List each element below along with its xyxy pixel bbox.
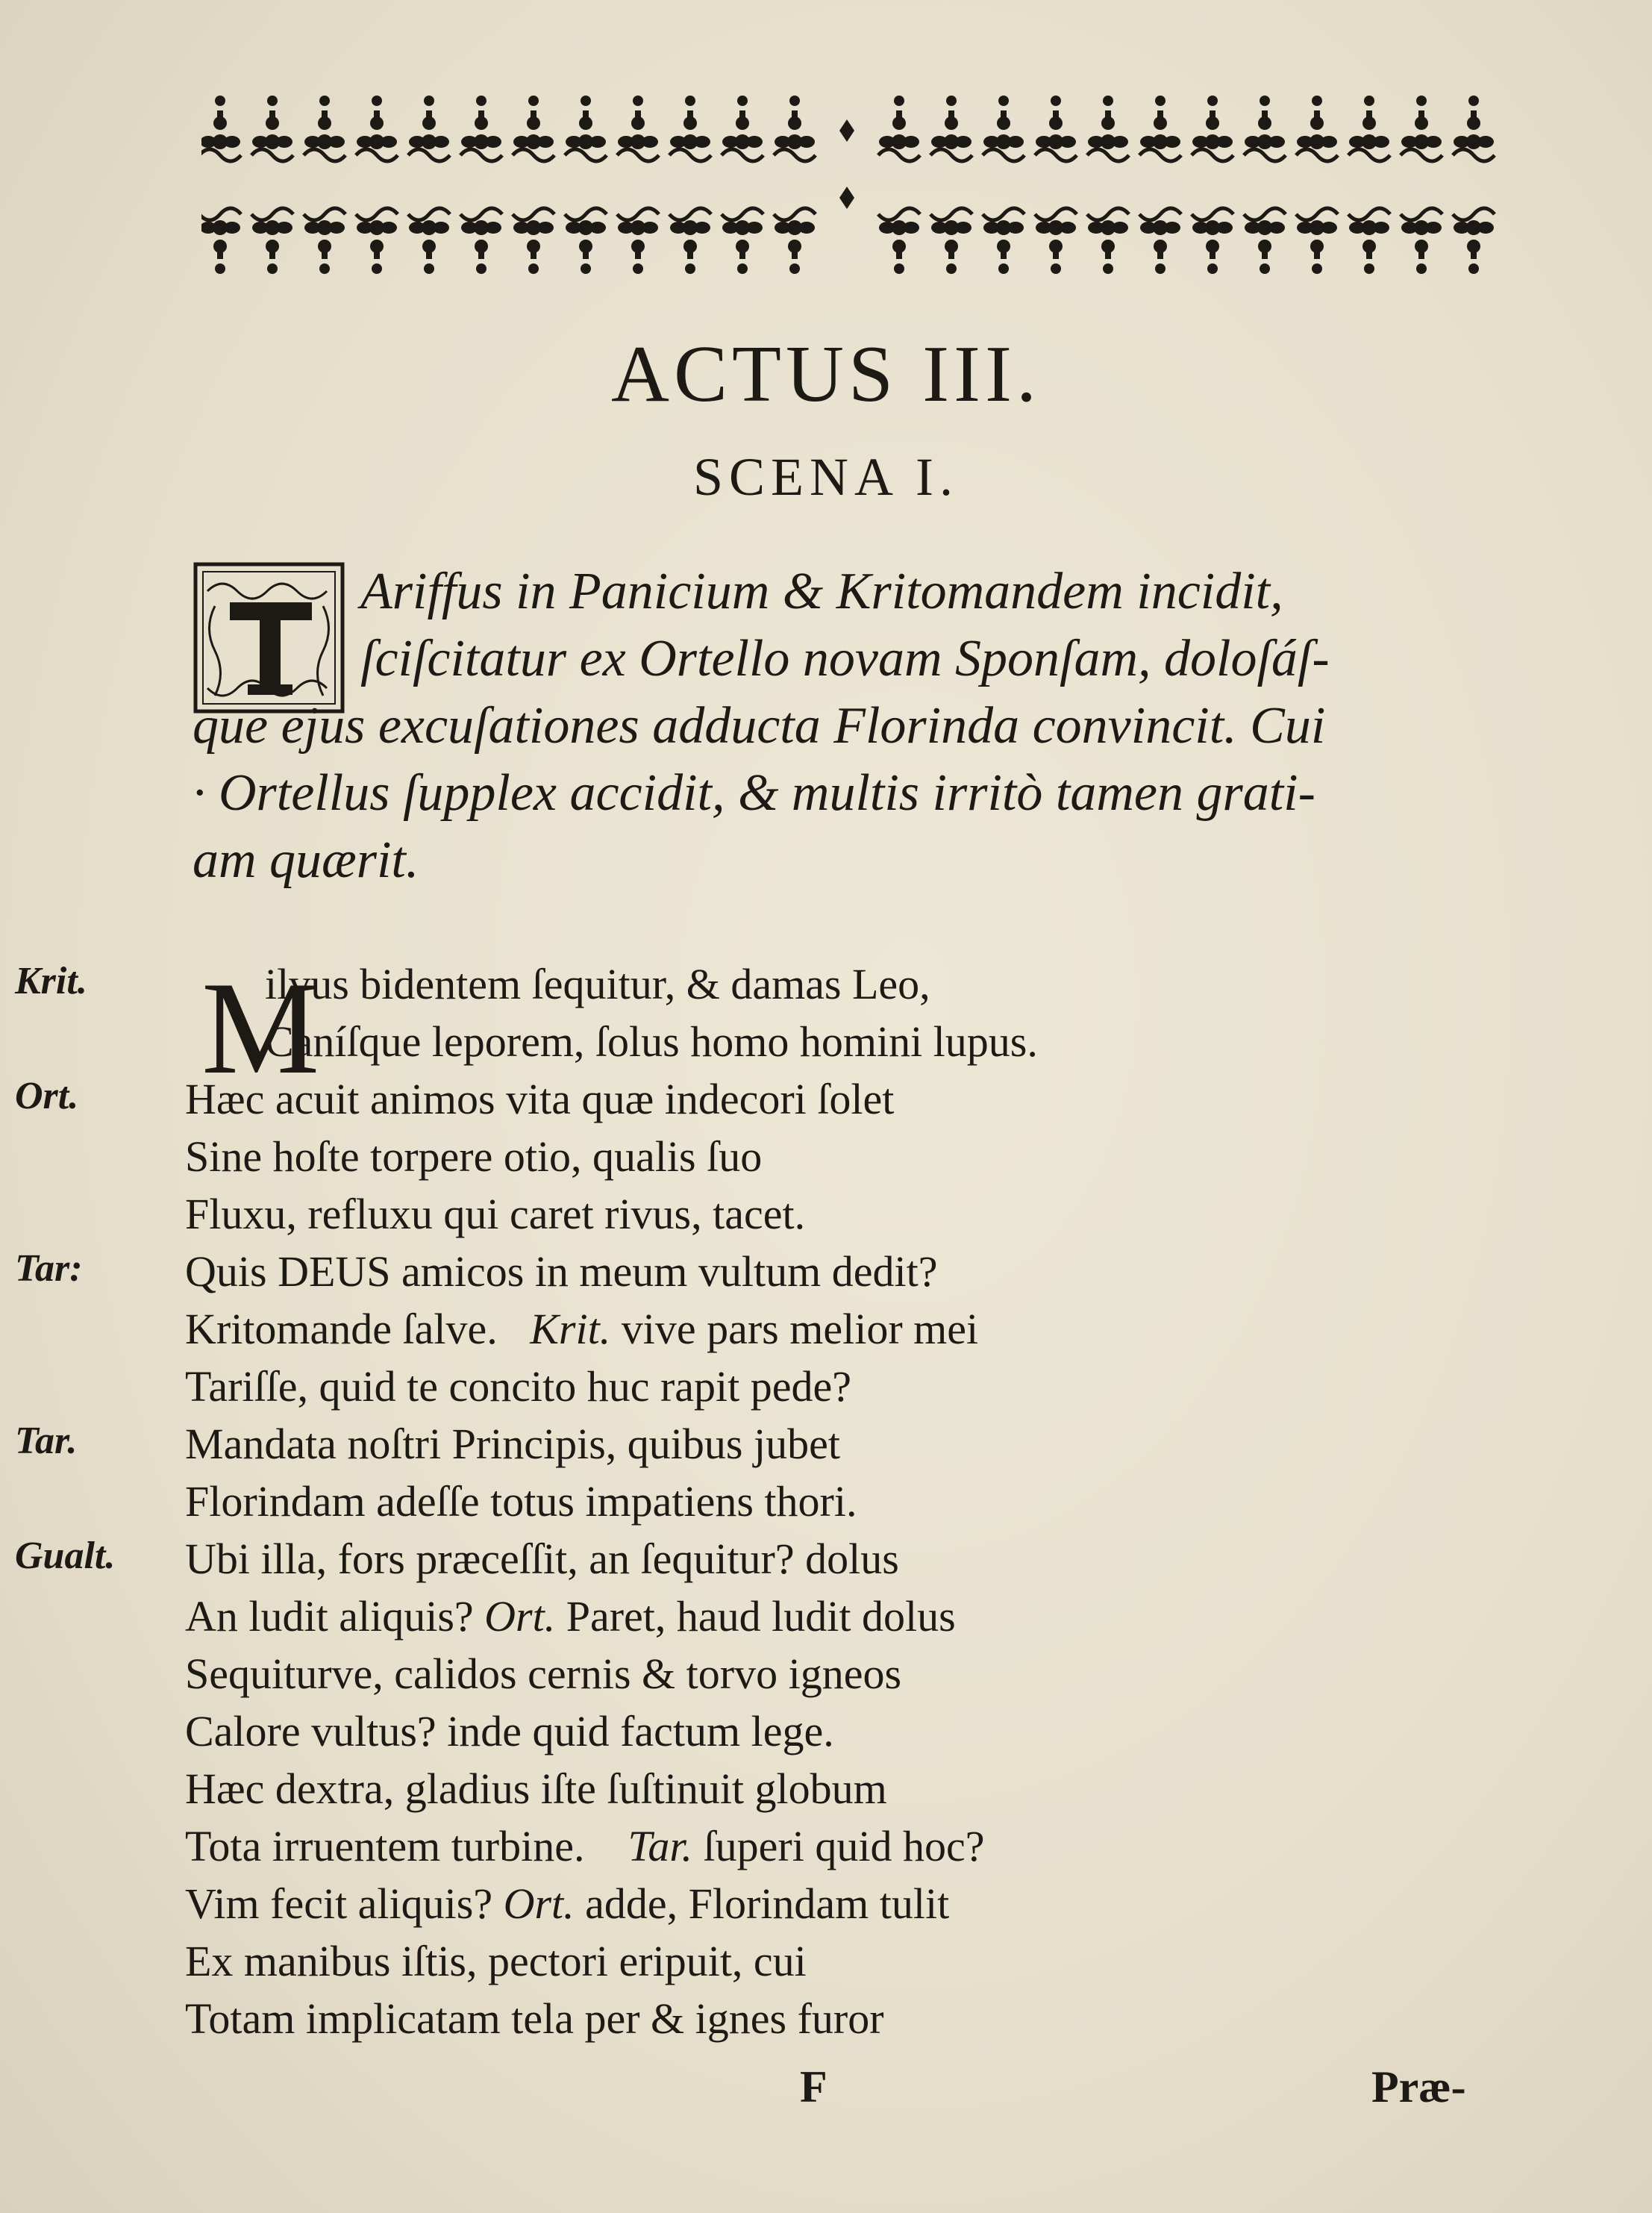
- ornament-motif: [1257, 220, 1272, 235]
- ornament-motif: [1415, 240, 1428, 253]
- ornament-motif: [878, 149, 920, 161]
- inline-speaker-label: Ort.: [484, 1592, 556, 1641]
- verse-text: ilvus bidentem ſequitur, & damas Leo,: [265, 960, 930, 1008]
- ornament-motif: [318, 116, 331, 130]
- verse-text: Hæc acuit animos vita quæ indecori ſolet: [185, 1075, 895, 1123]
- ornament-motif: [735, 134, 750, 149]
- ornament-motif: [946, 263, 957, 274]
- ornament-motif: [683, 134, 698, 149]
- ornament-motif: [983, 149, 1024, 161]
- ornament-motif: [579, 240, 592, 253]
- ornament-motif: [265, 134, 280, 149]
- ornament-motif: [370, 240, 384, 253]
- ornament-motif: [1207, 96, 1218, 106]
- verse-line: [0, 1821, 1652, 1879]
- ornament-motif: [894, 263, 904, 274]
- ornament-motif: [1364, 96, 1374, 106]
- ornament-motif: [1244, 149, 1286, 161]
- ornament-motif: [997, 240, 1010, 253]
- verse-line: [0, 1591, 1652, 1649]
- ornament-motif: [1362, 240, 1376, 253]
- ornament-motif: [251, 149, 293, 161]
- ornament-motif: [892, 116, 906, 130]
- ornament-motif: [1139, 149, 1181, 161]
- verse-text: Ubi illa, fors præceſſit, an ſequitur? dolus: [185, 1535, 899, 1583]
- ornament-motif: [1310, 116, 1324, 130]
- ornament-motif: [946, 96, 957, 106]
- ornament-motif: [319, 263, 330, 274]
- ornament-motif: [528, 263, 539, 274]
- ornament-motif: [527, 116, 540, 130]
- ornament-motif: [1051, 96, 1061, 106]
- ornament-motif: [1362, 116, 1376, 130]
- verse-line: [0, 1132, 1652, 1189]
- ornament-motif: [1260, 263, 1270, 274]
- verse-line: [0, 1304, 1652, 1361]
- ornament-motif: [1416, 96, 1427, 106]
- scene-argument: [193, 558, 1506, 894]
- argument-line: · Ortellus ſupplex accidit, & multis irritò tamen grati-: [193, 764, 1315, 822]
- verse-text: Sequiturve, calidos cernis & torvo igneos: [185, 1649, 902, 1698]
- ornament-motif: [1154, 240, 1167, 253]
- ornament-motif: [1048, 134, 1063, 149]
- ornament-motif: [1401, 149, 1442, 161]
- ornament-motif: [996, 220, 1011, 235]
- verse-line: [0, 1994, 1652, 2051]
- speaker-label: Gualt.: [15, 1535, 116, 1577]
- ornament-motif: [266, 240, 279, 253]
- verse-line: [0, 1361, 1652, 1419]
- ornament-motif: [265, 220, 280, 235]
- ornament-motif: [1103, 96, 1113, 106]
- ornament-motif: [683, 116, 697, 130]
- ornament-motif: [422, 220, 437, 235]
- ornament-motif: [356, 208, 398, 220]
- verse-line: [0, 1074, 1652, 1132]
- ornament-motif: [1453, 149, 1495, 161]
- ornament-motif: [735, 220, 750, 235]
- ornament-motif: [1192, 208, 1233, 220]
- ornament-motif: [1362, 134, 1377, 149]
- speaker-label: Tar:: [15, 1247, 83, 1290]
- ornament-motif: [475, 116, 488, 130]
- inline-speaker-label: Ort.: [503, 1879, 575, 1928]
- ornament-motif: [945, 116, 958, 130]
- ornament-motif: [356, 149, 398, 161]
- ornament-motif: [1348, 208, 1390, 220]
- ornament-motif: [1206, 116, 1219, 130]
- ornament-motif: [1101, 134, 1116, 149]
- verse-text-part: Kritomande ſalve.: [185, 1305, 498, 1353]
- ornament-motif: [944, 134, 959, 149]
- verse-line: [0, 1936, 1652, 1994]
- ornament-motif: [774, 208, 816, 220]
- ornament-motif: [1155, 263, 1166, 274]
- ornament-motif: [1087, 208, 1129, 220]
- ornament-motif: [1153, 134, 1168, 149]
- verse-line: [0, 1534, 1652, 1591]
- ornament-motif: [424, 263, 434, 274]
- ornament-motif: [581, 96, 591, 106]
- ornament-motif: [997, 116, 1010, 130]
- ornament-motif: [369, 134, 384, 149]
- ornament-motif: [944, 220, 959, 235]
- ornament-motif: [633, 263, 643, 274]
- ornament-motif: [581, 263, 591, 274]
- ornament-motif: [631, 134, 645, 149]
- ornament-motif: [319, 96, 330, 106]
- ornament-motif: [631, 116, 645, 130]
- catchword: Præ-: [1371, 2062, 1466, 2111]
- verse-text-part: vive pars melior mei: [621, 1305, 979, 1353]
- ornament-motif: [528, 96, 539, 106]
- ornament-motif: [1312, 96, 1322, 106]
- ornament-motif: [1296, 208, 1338, 220]
- ornament-motif: [736, 116, 749, 130]
- inline-speaker-label: Tar.: [628, 1822, 693, 1870]
- ornament-motif: [1362, 220, 1377, 235]
- ornament-motif: [422, 116, 436, 130]
- ornament-motif: [683, 220, 698, 235]
- ornament-motif: [788, 116, 801, 130]
- ornament-motif: [474, 220, 489, 235]
- verse-text: Tariſſe, quid te concito huc rapit pede?: [185, 1362, 851, 1411]
- ornament-motif: [370, 116, 384, 130]
- argument-line: am quærit.: [193, 831, 419, 889]
- speaker-label: Ort.: [15, 1075, 79, 1117]
- ornament-motif: [669, 149, 711, 161]
- verse-big-initial: M: [201, 954, 320, 1102]
- verse-line: [0, 1189, 1652, 1246]
- ornament-motif: [526, 134, 541, 149]
- verse-text: Hæc dextra, gladius iſte ſuſtinuit globum: [185, 1764, 887, 1813]
- ornament-motif: [930, 208, 972, 220]
- ornament-motif: [930, 149, 972, 161]
- ornament-motif: [1087, 149, 1129, 161]
- ornament-motif: [267, 263, 278, 274]
- ornament-motif: [527, 240, 540, 253]
- ornament-motif: [408, 149, 450, 161]
- ornament-motif: [1468, 263, 1479, 274]
- verse-text: [185, 1591, 956, 1641]
- ornament-motif: [1192, 149, 1233, 161]
- scene-heading: SCENA I.: [692, 447, 960, 507]
- verse-text-part: An ludit aliquis?: [185, 1592, 474, 1641]
- ornament-motif: [617, 149, 659, 161]
- ornament-motif: [369, 220, 384, 235]
- ornament-motif: [1206, 240, 1219, 253]
- ornament-motif: [1296, 149, 1338, 161]
- argument-line: ſciſcitatur ex Ortello novam Sponſam, doloſáſ-: [360, 630, 1330, 687]
- verse-text: Mandata noſtri Principis, quibus jubet: [185, 1420, 840, 1468]
- ornament-motif: [722, 149, 763, 161]
- verse-text: [185, 1821, 984, 1871]
- verse-line: [0, 1476, 1652, 1534]
- ornament-motif: [892, 220, 907, 235]
- ornament-motif: [1154, 116, 1167, 130]
- ornament-motif: [685, 263, 695, 274]
- ornament-motif: [1101, 116, 1115, 130]
- ornament-motif: [1310, 240, 1324, 253]
- verse-text: Sine hoſte torpere otio, qualis ſuo: [185, 1132, 763, 1181]
- ornament-motif: [460, 149, 502, 161]
- verse-text: [185, 1304, 978, 1354]
- ornament-motif: [1466, 134, 1481, 149]
- ornament-motif: [201, 149, 241, 161]
- ornament-motif: [1153, 220, 1168, 235]
- ornament-motif: [998, 96, 1009, 106]
- ornament-motif: [317, 134, 332, 149]
- ornament-motif: [722, 208, 763, 220]
- ornament-motif: [372, 96, 382, 106]
- ornament-motif: [1049, 116, 1063, 130]
- ornament-motif: [1048, 220, 1063, 235]
- verse-text-part: Paret, haud ludit dolus: [566, 1592, 956, 1641]
- ornament-motif: [1468, 96, 1479, 106]
- ornament-motif: [1035, 208, 1077, 220]
- verse-text: Caníſque leporem, ſolus homo homini lupus.: [265, 1017, 1038, 1066]
- verse-text: Calore vultus? inde quid factum lege.: [185, 1707, 834, 1755]
- ornament-motif: [318, 240, 331, 253]
- ornament-motif: [424, 96, 434, 106]
- printers-ornament-band: [201, 75, 1507, 299]
- ornament-motif: [1401, 208, 1442, 220]
- ornament-motif: [631, 240, 645, 253]
- verse-text: Fluxu, refluxu qui caret rivus, tacet.: [185, 1190, 806, 1238]
- ornament-motif: [1103, 263, 1113, 274]
- verse-line: [0, 1419, 1652, 1476]
- ornament-motif: [1139, 208, 1181, 220]
- ornament-motif: [631, 220, 645, 235]
- ornament-motif: [213, 220, 228, 235]
- ornament-motif: [1101, 220, 1116, 235]
- ornament-motif: [526, 220, 541, 235]
- ornament-motif: [1258, 116, 1271, 130]
- verse-text: Quis DEUS amicos in meum vultum dedit?: [185, 1247, 938, 1296]
- ornament-motif: [1466, 220, 1481, 235]
- ornament-motif: [996, 134, 1011, 149]
- ornament-motif: [578, 134, 593, 149]
- ornament-motif: [213, 134, 228, 149]
- ornament-motif: [476, 263, 486, 274]
- ornament-motif: [1414, 220, 1429, 235]
- ornament-motif: [1155, 96, 1166, 106]
- ornament-motif: [998, 263, 1009, 274]
- ornament-motif: [892, 240, 906, 253]
- ornament-motif: [513, 208, 554, 220]
- verse-text: Totam implicatam tela per & ignes furor: [185, 1994, 884, 2043]
- act-heading: ACTUS III.: [611, 330, 1041, 419]
- ornament-motif: [1205, 134, 1220, 149]
- ornament-motif: [1051, 263, 1061, 274]
- argument-line: Ariffus in Panicium & Kritomandem incidit,: [360, 563, 1283, 620]
- ornament-motif: [1414, 134, 1429, 149]
- ornament-motif: [579, 116, 592, 130]
- ornament-motif: [215, 263, 225, 274]
- ornament-motif: [683, 240, 697, 253]
- speaker-label: Tar.: [15, 1420, 78, 1462]
- ornament-motif: [1035, 149, 1077, 161]
- ornament-motif: [1467, 240, 1480, 253]
- ornament-diamond: [839, 119, 854, 209]
- ornament-motif: [1244, 208, 1286, 220]
- ornament-motif: [476, 96, 486, 106]
- ornament-motif: [422, 134, 437, 149]
- ornament-motif: [565, 208, 607, 220]
- ornament-motif: [1205, 220, 1220, 235]
- verse-text-part: adde, Florindam tulit: [585, 1879, 950, 1928]
- ornament-motif: [1364, 263, 1374, 274]
- verse-text: [185, 1879, 949, 1929]
- ornament-motif: [737, 96, 748, 106]
- ornament-motif: [408, 208, 450, 220]
- ornament-motif: [736, 240, 749, 253]
- ornament-motif: [774, 149, 816, 161]
- ornament-motif: [1310, 220, 1324, 235]
- ornament-motif: [633, 96, 643, 106]
- ornament-motif: [1258, 240, 1271, 253]
- ornament-motif: [422, 240, 436, 253]
- ornament-motif: [1260, 96, 1270, 106]
- ornament-motif: [685, 96, 695, 106]
- verse-text-part: Vim fecit aliquis?: [185, 1879, 493, 1928]
- ornament-motif: [317, 220, 332, 235]
- ornament-motif: [1310, 134, 1324, 149]
- ornament-motif: [1416, 263, 1427, 274]
- ornament-motif: [460, 208, 502, 220]
- ornament-motif: [789, 263, 800, 274]
- ornament-motif: [1101, 240, 1115, 253]
- verse-line: [0, 1649, 1652, 1706]
- inline-speaker-label: Krit.: [530, 1305, 611, 1353]
- speaker-label: Krit.: [15, 960, 87, 1002]
- ornament-motif: [1453, 208, 1495, 220]
- verse-line: [0, 1706, 1652, 1764]
- ornament-motif: [372, 263, 382, 274]
- ornament-motif: [1049, 240, 1063, 253]
- ornament-motif: [201, 208, 241, 220]
- ornament-motif: [1207, 263, 1218, 274]
- ornament-motif: [1257, 134, 1272, 149]
- ornament-motif: [474, 134, 489, 149]
- ornament-motif: [578, 220, 593, 235]
- ornament-motif: [1415, 116, 1428, 130]
- ornament-motif: [788, 240, 801, 253]
- verse-text-part: Tota irruentem turbine.: [185, 1822, 585, 1870]
- ornament-motif: [215, 96, 225, 106]
- ornament-motif: [1467, 116, 1480, 130]
- verse-line: [0, 959, 1652, 1017]
- ornament-motif: [266, 116, 279, 130]
- ornament-motif: [617, 208, 659, 220]
- ornament-motif: [213, 116, 227, 130]
- ornament-motif: [787, 134, 802, 149]
- ornament-motif: [267, 96, 278, 106]
- ornament-motif: [789, 96, 800, 106]
- argument-line: que ejus excuſationes adducta Florinda convincit. Cui: [193, 697, 1326, 755]
- ornament-motif: [1348, 149, 1390, 161]
- ornament-motif: [669, 208, 711, 220]
- ornament-motif: [737, 263, 748, 274]
- verse-line: [0, 1764, 1652, 1821]
- verse-line: [0, 1246, 1652, 1304]
- ornament-motif: [787, 220, 802, 235]
- ornament-motif: [878, 208, 920, 220]
- verse-text-part: ſuperi quid hoc?: [703, 1822, 985, 1870]
- verse-line: [0, 1879, 1652, 1936]
- ornament-motif: [894, 96, 904, 106]
- ornament-motif: [892, 134, 907, 149]
- verse-text: Florindam adeſſe totus impatiens thori.: [185, 1477, 857, 1526]
- verse-text: Ex manibus iſtis, pectori eripuit, cui: [185, 1937, 807, 1985]
- signature-mark: F: [800, 2062, 827, 2111]
- ornament-motif: [251, 208, 293, 220]
- verse-line: [0, 1017, 1652, 1074]
- ornament-motif: [304, 149, 345, 161]
- ornament-motif: [304, 208, 345, 220]
- ornament-motif: [475, 240, 488, 253]
- ornament-motif: [945, 240, 958, 253]
- ornament-motif: [213, 240, 227, 253]
- ornament-motif: [1312, 263, 1322, 274]
- ornament-motif: [513, 149, 554, 161]
- ornament-motif: [983, 208, 1024, 220]
- ornament-motif: [565, 149, 607, 161]
